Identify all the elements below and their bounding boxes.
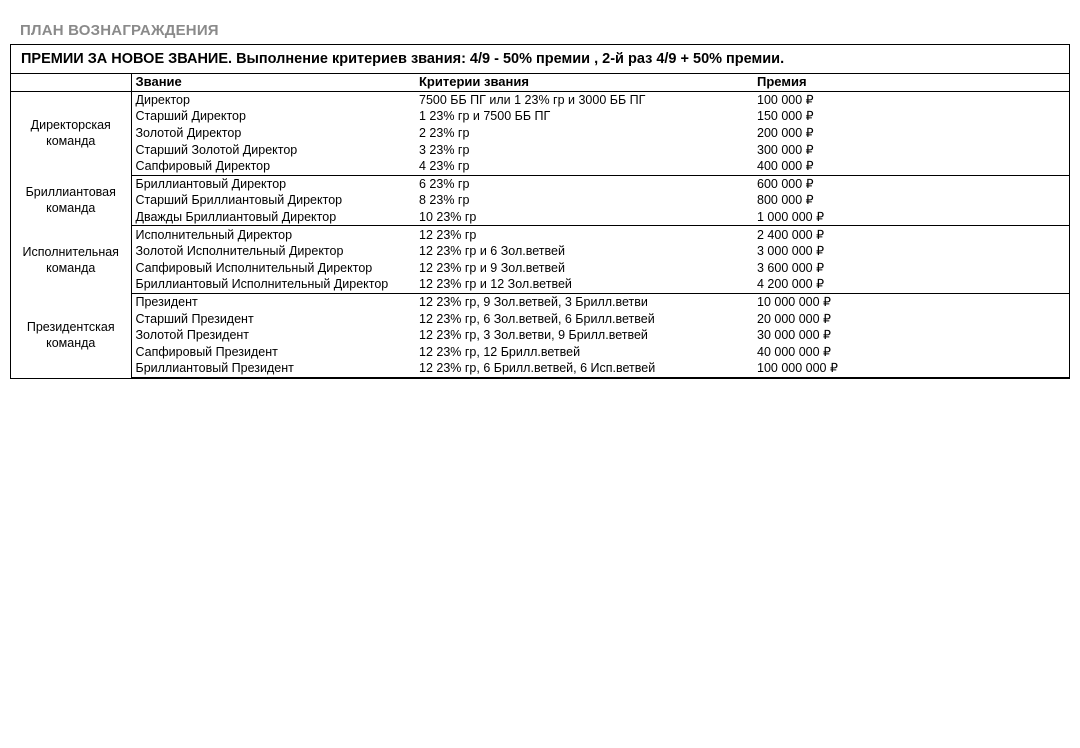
prize-cell: 150 000 ₽	[757, 109, 814, 124]
prize-cell: 4 200 000 ₽	[753, 276, 1069, 293]
page-heading: ПЛАН ВОЗНАГРАЖДЕНИЯ	[20, 22, 219, 39]
criteria-cell: 12 23% гр, 9 Зол.ветвей, 3 Брилл.ветви	[419, 295, 648, 310]
team-name-cell: Исполнительная команда	[11, 226, 131, 293]
reward-plan-frame	[10, 44, 1070, 379]
table-row	[11, 192, 1069, 209]
table-row	[11, 260, 1069, 277]
rank-cell: Директор	[135, 92, 190, 107]
rank-cell: Старший Президент	[135, 311, 254, 326]
criteria-cell: 12 23% гр, 6 Зол.ветвей, 6 Брилл.ветвей	[419, 311, 655, 326]
prize-cell: 100 000 ₽	[757, 92, 814, 107]
table-row	[11, 310, 1069, 327]
table-row	[11, 141, 1069, 158]
prize-column-header: Премия	[753, 74, 1069, 91]
rank-cell: Старший Директор	[135, 109, 246, 124]
criteria-cell: 3 23% гр	[419, 142, 470, 157]
table-row	[11, 158, 1069, 175]
rank-cell: Сапфировый Директор	[131, 158, 415, 175]
table-row	[11, 293, 1069, 310]
rank-column-header: Звание	[131, 74, 415, 91]
prize-cell: 1 000 000 ₽	[753, 209, 1069, 226]
table-row	[11, 175, 1069, 192]
criteria-cell: 1 23% гр и 7500 ББ ПГ	[419, 109, 551, 124]
rank-cell: Бриллиантовый Исполнительный Директор	[131, 276, 415, 293]
criteria-cell: 10 23% гр	[415, 209, 753, 226]
rank-cell: Исполнительный Директор	[135, 227, 293, 242]
team-column-header	[11, 74, 131, 91]
prize-cell: 3 600 000 ₽	[757, 260, 825, 275]
prize-cell: 400 000 ₽	[753, 158, 1069, 175]
prize-cell: 20 000 000 ₽	[757, 311, 831, 326]
table-row	[11, 276, 1069, 293]
table-row	[11, 327, 1069, 344]
criteria-column-header: Критерии звания	[415, 74, 753, 91]
team-name-cell: Президентская команда	[11, 293, 131, 377]
rank-cell: Бриллиантовый Директор	[135, 176, 287, 191]
team-name-cell: Директорская команда	[11, 91, 131, 175]
prize-cell: 100 000 000 ₽	[753, 360, 1069, 377]
table-row	[11, 360, 1069, 377]
rank-cell: Бриллиантовый Президент	[131, 360, 415, 377]
criteria-cell: 6 23% гр	[419, 176, 470, 191]
criteria-cell: 2 23% гр	[419, 126, 470, 141]
table-row	[11, 344, 1069, 361]
criteria-cell: 8 23% гр	[419, 193, 470, 208]
prize-cell: 40 000 000 ₽	[757, 344, 831, 359]
table-row	[11, 125, 1069, 142]
prize-cell: 30 000 000 ₽	[757, 328, 831, 343]
criteria-cell: 12 23% гр, 12 Брилл.ветвей	[419, 344, 581, 359]
reward-table-body	[11, 91, 1069, 377]
prize-cell: 300 000 ₽	[757, 142, 814, 157]
table-row	[11, 108, 1069, 125]
rank-cell: Золотой Президент	[135, 328, 250, 343]
prize-cell: 200 000 ₽	[757, 126, 814, 141]
rank-bonus-banner: ПРЕМИИ ЗА НОВОЕ ЗВАНИЕ. Выполнение критериев звания: 4/9 - 50% премии , 2-й раз 4/9 + 50% премии.	[11, 45, 1069, 74]
criteria-cell: 12 23% гр, 6 Брилл.ветвей, 6 Исп.ветвей	[415, 360, 753, 377]
criteria-cell: 12 23% гр, 3 Зол.ветви, 9 Брилл.ветвей	[419, 328, 648, 343]
table-row	[11, 209, 1069, 226]
criteria-cell: 12 23% гр и 12 Зол.ветвей	[415, 276, 753, 293]
prize-cell: 600 000 ₽	[757, 176, 814, 191]
table-row	[11, 226, 1069, 243]
rank-cell: Дважды Бриллиантовый Директор	[131, 209, 415, 226]
rank-cell: Сапфировый Президент	[135, 344, 278, 359]
reward-table	[11, 74, 1069, 378]
rank-cell: Президент	[135, 295, 198, 310]
prize-cell: 3 000 000 ₽	[757, 244, 825, 259]
criteria-cell: 4 23% гр	[415, 158, 753, 175]
table-row	[11, 243, 1069, 260]
criteria-cell: 7500 ББ ПГ или 1 23% гр и 3000 ББ ПГ	[419, 92, 646, 107]
team-name-cell: Бриллиантовая команда	[11, 175, 131, 226]
criteria-cell: 12 23% гр и 9 Зол.ветвей	[419, 260, 565, 275]
rank-cell: Старший Бриллиантовый Директор	[135, 193, 343, 208]
criteria-cell: 12 23% гр и 6 Зол.ветвей	[419, 244, 565, 259]
table-row	[11, 91, 1069, 108]
rank-cell: Золотой Исполнительный Директор	[135, 244, 344, 259]
prize-cell: 800 000 ₽	[757, 193, 814, 208]
prize-cell: 10 000 000 ₽	[757, 295, 831, 310]
rank-cell: Старший Золотой Директор	[135, 142, 298, 157]
rank-cell: Сапфировый Исполнительный Директор	[135, 260, 373, 275]
rank-cell: Золотой Директор	[135, 126, 242, 141]
table-header-row	[11, 74, 1069, 91]
criteria-cell: 12 23% гр	[419, 227, 477, 242]
prize-cell: 2 400 000 ₽	[757, 227, 825, 242]
